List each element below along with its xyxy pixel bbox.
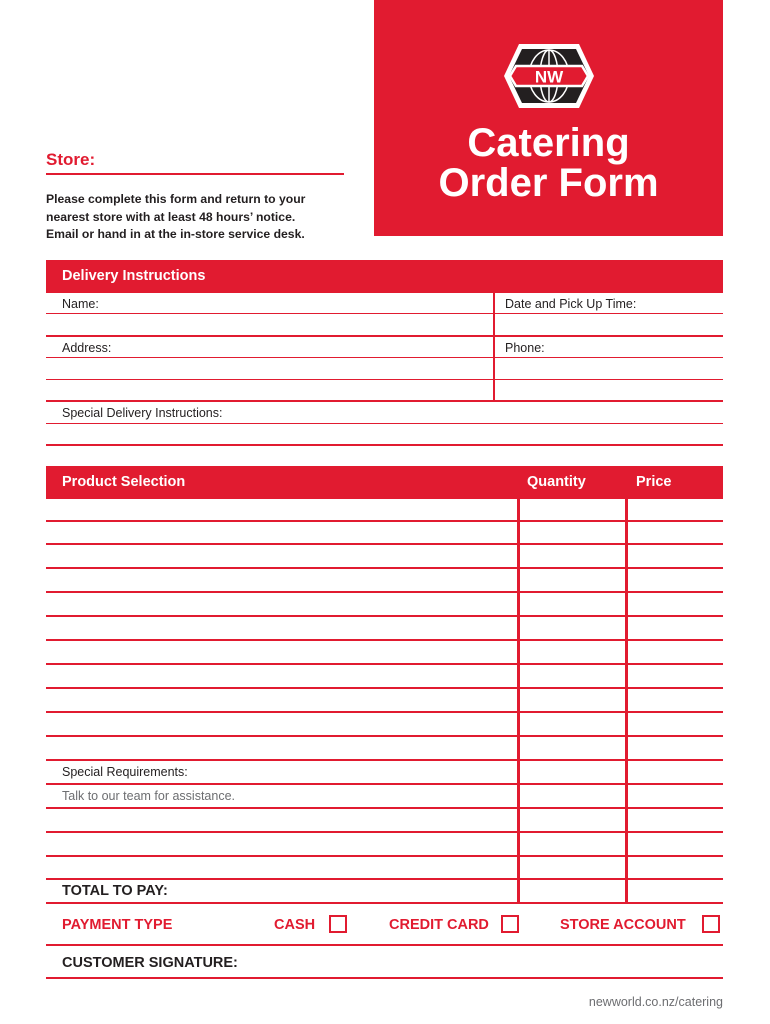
payment-type-label: PAYMENT TYPE	[62, 917, 173, 933]
quantity-header: Quantity	[527, 474, 586, 490]
nw-logo	[502, 42, 596, 110]
product-row[interactable]	[46, 711, 723, 713]
intro-line-1: Please complete this form and return to your	[46, 192, 306, 206]
special-requirements-line[interactable]	[46, 783, 723, 785]
store-label: Store:	[46, 150, 96, 169]
product-row[interactable]	[46, 615, 723, 617]
title-line-2: Order Form	[438, 161, 659, 205]
product-row[interactable]	[46, 567, 723, 569]
intro-line-2: nearest store with at least 48 hours’ notice.	[46, 209, 296, 224]
store-account-label: STORE ACCOUNT	[560, 917, 686, 933]
delivery-column-divider	[493, 292, 495, 400]
store-account-checkbox[interactable]	[702, 915, 720, 933]
quantity-column-divider	[517, 498, 520, 903]
product-row[interactable]	[46, 687, 723, 689]
delivery-heading: Delivery Instructions	[62, 268, 206, 284]
signature-line[interactable]	[46, 977, 723, 979]
delivery-divider-2	[46, 400, 723, 402]
product-row[interactable]	[46, 663, 723, 665]
special-requirements-line[interactable]	[46, 831, 723, 833]
header-panel	[374, 0, 723, 236]
address-field-line-1[interactable]	[46, 357, 723, 358]
product-row[interactable]	[46, 591, 723, 593]
date-label: Date and Pick Up Time:	[505, 297, 637, 311]
footer-url[interactable]: newworld.co.nz/catering	[588, 995, 723, 1009]
price-column-divider	[625, 498, 628, 903]
product-row[interactable]	[46, 639, 723, 641]
cash-checkbox[interactable]	[329, 915, 347, 933]
address-label: Address:	[62, 341, 112, 355]
product-heading-bar	[46, 466, 723, 499]
special-requirements-label: Special Requirements:	[62, 765, 188, 779]
intro-text	[46, 191, 346, 244]
product-row[interactable]	[46, 520, 723, 522]
price-header: Price	[636, 474, 672, 490]
special-delivery-line-2[interactable]	[46, 444, 723, 446]
product-row[interactable]	[46, 735, 723, 737]
total-line	[46, 902, 723, 904]
special-delivery-line-1[interactable]	[46, 423, 723, 424]
nw-logo-text: NW	[534, 67, 564, 87]
signature-label: CUSTOMER SIGNATURE:	[62, 955, 238, 971]
name-field-line[interactable]	[46, 313, 723, 314]
delivery-divider	[46, 335, 723, 337]
payment-line	[46, 944, 723, 946]
cash-label: CASH	[274, 917, 316, 933]
intro-line-3: Email or hand in at the in-store service desk.	[46, 227, 305, 241]
title-line-1: Catering	[467, 121, 630, 165]
product-row[interactable]	[46, 543, 723, 545]
credit-card-label: CREDIT CARD	[389, 917, 489, 933]
name-label: Name:	[62, 297, 99, 311]
phone-label: Phone:	[505, 341, 545, 355]
assistance-text: Talk to our team for assistance.	[62, 789, 235, 803]
special-requirements-line[interactable]	[46, 807, 723, 809]
product-row[interactable]	[46, 759, 723, 761]
store-field-line[interactable]	[46, 173, 344, 175]
total-label: TOTAL TO PAY:	[62, 883, 168, 899]
special-requirements-line[interactable]	[46, 878, 723, 880]
credit-card-checkbox[interactable]	[501, 915, 519, 933]
address-field-line-2[interactable]	[46, 379, 723, 380]
special-delivery-label: Special Delivery Instructions:	[62, 406, 223, 420]
special-requirements-line[interactable]	[46, 855, 723, 857]
product-heading: Product Selection	[62, 474, 186, 490]
delivery-heading-bar	[46, 260, 723, 293]
